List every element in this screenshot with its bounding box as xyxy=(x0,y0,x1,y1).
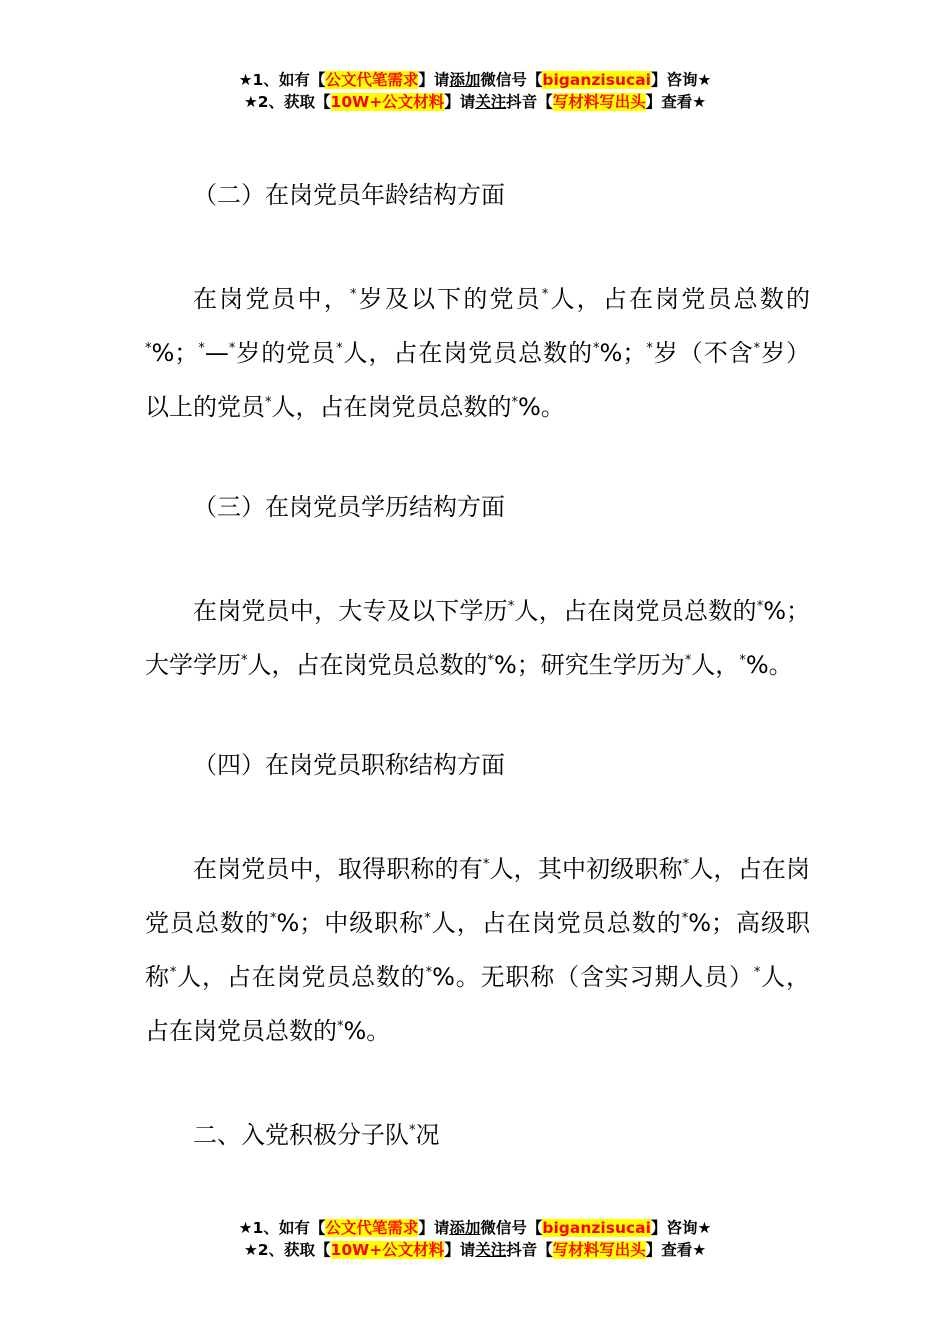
heading-age-structure: （二）在岗党员年龄结构方面 xyxy=(193,181,505,209)
placeholder-mark: * xyxy=(541,287,549,302)
promo-line-2: ★2、获取【10W+公文材料】请关注抖音【写材料写出头】查看★ xyxy=(243,1241,707,1259)
underlined-add: 添加 xyxy=(449,1219,481,1237)
highlight-service: 公文代笔需求 xyxy=(325,71,419,89)
underlined-follow: 关注 xyxy=(475,93,507,111)
placeholder-mark: * xyxy=(425,965,433,980)
highlight-service: 公文代笔需求 xyxy=(325,1219,419,1237)
promo-notice-bottom xyxy=(0,1217,950,1261)
placeholder-mark: * xyxy=(241,653,248,668)
highlight-douyin-account: 写材料写出头 xyxy=(552,93,646,111)
placeholder-mark: * xyxy=(593,341,600,356)
highlight-wechat-id: biganzisucai xyxy=(542,1219,651,1237)
highlight-materials: 10W+公文材料 xyxy=(330,93,445,111)
placeholder-mark: * xyxy=(228,341,236,356)
placeholder-mark: * xyxy=(336,341,343,356)
underlined-follow: 关注 xyxy=(475,1241,507,1259)
placeholder-mark: * xyxy=(169,965,177,980)
paragraph-age-structure: 在岗党员中，*岁及以下的党员*人，占在岗党员总数的*%；*—*岁的党员*人，占在岗党员总数的*%；*岁（不含*岁）以上的党员*人，占在岗党员总数的*%。 xyxy=(145,285,811,421)
placeholder-mark: * xyxy=(507,599,515,614)
promo-line-1: ★1、如有【公文代笔需求】请添加微信号【biganzisucai】咨询★ xyxy=(238,71,712,89)
placeholder-mark: * xyxy=(756,599,764,614)
highlight-douyin-account: 写材料写出头 xyxy=(552,1241,646,1259)
document-body xyxy=(145,170,810,1210)
placeholder-mark: * xyxy=(198,341,205,356)
placeholder-mark: * xyxy=(753,965,761,980)
placeholder-mark: * xyxy=(145,341,152,356)
highlight-materials: 10W+公文材料 xyxy=(330,1241,445,1259)
placeholder-mark: * xyxy=(646,341,653,356)
placeholder-mark: * xyxy=(482,857,490,872)
placeholder-mark: * xyxy=(511,395,518,410)
placeholder-mark: * xyxy=(682,857,690,872)
heading-title-structure: （四）在岗党员职称结构方面 xyxy=(193,751,505,779)
placeholder-mark: * xyxy=(265,395,272,410)
placeholder-mark: * xyxy=(269,911,277,926)
paragraph-title-structure: 在岗党员中，取得职称的有*人，其中初级职称*人，占在岗党员总数的*%；中级职称*人，占在岗党员总数的*%；高级职称*人，占在岗党员总数的*%。无职称（含实习期人员）*人，占在岗党员总数的*%。 xyxy=(145,855,811,1045)
placeholder-mark: * xyxy=(337,1019,344,1034)
promo-notice-top xyxy=(0,69,950,113)
heading-education-structure: （三）在岗党员学历结构方面 xyxy=(193,493,505,521)
placeholder-mark: * xyxy=(739,653,746,668)
promo-line-2: ★2、获取【10W+公文材料】请关注抖音【写材料写出头】查看★ xyxy=(243,93,707,111)
placeholder-mark: * xyxy=(350,287,357,302)
placeholder-mark: * xyxy=(424,911,431,926)
placeholder-mark: * xyxy=(684,653,692,668)
promo-line-1: ★1、如有【公文代笔需求】请添加微信号【biganzisucai】咨询★ xyxy=(238,1219,712,1237)
paragraph-education-structure: 在岗党员中，大专及以下学历*人，占在岗党员总数的*%；大学学历*人，占在岗党员总数的*%；研究生学历为*人，*%。 xyxy=(145,597,811,679)
heading-section-two: 二、入党积极分子队*况 xyxy=(193,1121,440,1149)
placeholder-mark: * xyxy=(753,341,761,356)
underlined-add: 添加 xyxy=(449,71,481,89)
placeholder-mark: * xyxy=(409,1123,416,1138)
highlight-wechat-id: biganzisucai xyxy=(542,71,651,89)
placeholder-mark: * xyxy=(487,653,494,668)
placeholder-mark: * xyxy=(681,911,689,926)
